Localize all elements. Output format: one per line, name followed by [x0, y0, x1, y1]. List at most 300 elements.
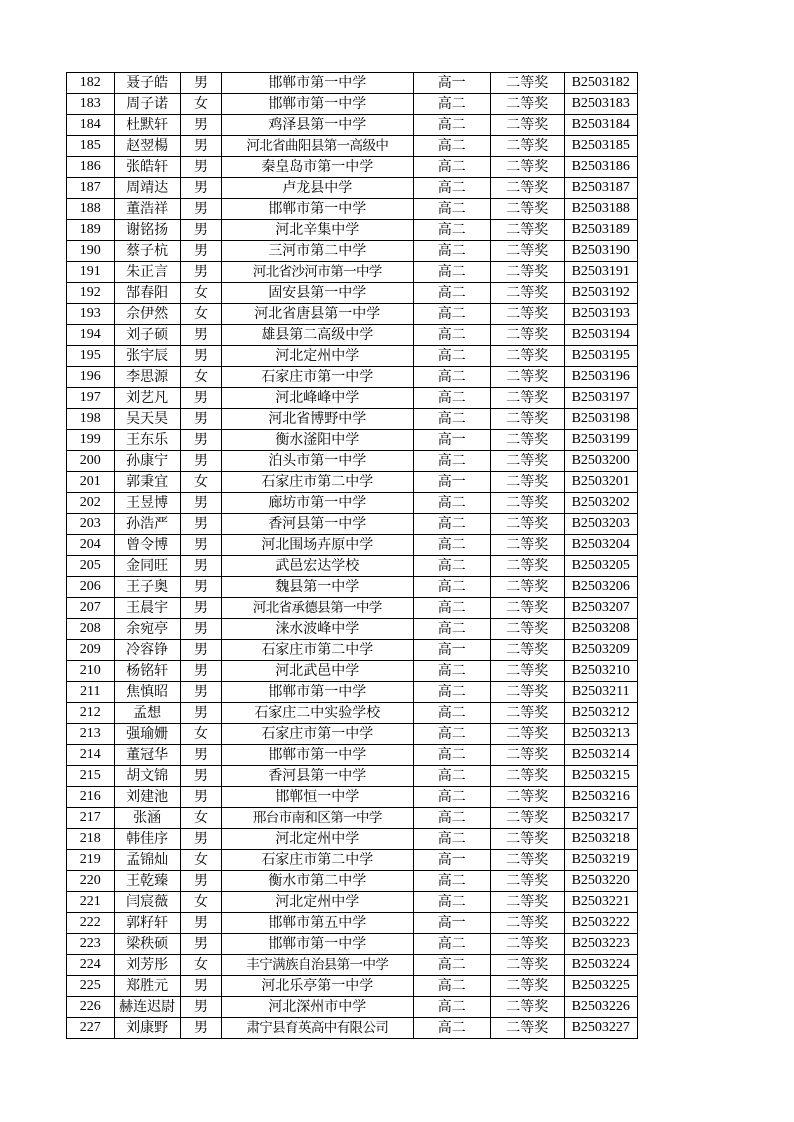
certificate-id-cell: B2503218	[564, 829, 637, 850]
award-level-cell: 二等奖	[491, 94, 564, 115]
student-name-cell: 孟锦灿	[114, 850, 180, 871]
table-row	[67, 493, 638, 514]
school-name-cell: 石家庄市第一中学	[222, 367, 413, 388]
award-level-cell: 二等奖	[491, 199, 564, 220]
table-row	[67, 325, 638, 346]
grade-cell: 高二	[413, 934, 491, 955]
gender-cell: 男	[180, 766, 221, 787]
gender-cell: 男	[180, 157, 221, 178]
student-name-cell: 李思源	[114, 367, 180, 388]
student-name-cell: 王乾臻	[114, 871, 180, 892]
row-number-cell: 196	[67, 367, 115, 388]
row-number-cell: 200	[67, 451, 115, 472]
school-name-cell: 秦皇岛市第一中学	[222, 157, 413, 178]
table-row	[67, 409, 638, 430]
row-number-cell: 182	[67, 73, 115, 94]
grade-cell: 高二	[413, 136, 491, 157]
gender-cell: 女	[180, 472, 221, 493]
row-number-cell: 225	[67, 976, 115, 997]
grade-cell: 高二	[413, 451, 491, 472]
row-number-cell: 193	[67, 304, 115, 325]
gender-cell: 男	[180, 913, 221, 934]
table-row	[67, 997, 638, 1018]
award-level-cell: 二等奖	[491, 703, 564, 724]
school-name-cell: 香河县第一中学	[222, 766, 413, 787]
school-name-cell: 河北深州市中学	[222, 997, 413, 1018]
certificate-id-cell: B2503225	[564, 976, 637, 997]
award-level-cell: 二等奖	[491, 640, 564, 661]
gender-cell: 男	[180, 73, 221, 94]
gender-cell: 男	[180, 451, 221, 472]
school-name-cell: 河北乐亭第一中学	[222, 976, 413, 997]
student-name-cell: 周靖达	[114, 178, 180, 199]
school-name-cell: 河北省沙河市第一中学	[222, 262, 413, 283]
award-level-cell: 二等奖	[491, 955, 564, 976]
table-row	[67, 556, 638, 577]
school-name-cell: 石家庄市第二中学	[222, 640, 413, 661]
row-number-cell: 189	[67, 220, 115, 241]
student-name-cell: 杨铭轩	[114, 661, 180, 682]
school-name-cell: 泊头市第一中学	[222, 451, 413, 472]
certificate-id-cell: B2503187	[564, 178, 637, 199]
row-number-cell: 184	[67, 115, 115, 136]
school-name-cell: 石家庄市第一中学	[222, 724, 413, 745]
gender-cell: 男	[180, 220, 221, 241]
certificate-id-cell: B2503226	[564, 997, 637, 1018]
gender-cell: 男	[180, 136, 221, 157]
row-number-cell: 216	[67, 787, 115, 808]
student-name-cell: 佘伊然	[114, 304, 180, 325]
certificate-id-cell: B2503213	[564, 724, 637, 745]
table-row	[67, 451, 638, 472]
row-number-cell: 202	[67, 493, 115, 514]
student-name-cell: 郭秉宜	[114, 472, 180, 493]
student-name-cell: 赫连迟尉	[114, 997, 180, 1018]
student-name-cell: 冷容铮	[114, 640, 180, 661]
student-name-cell: 张涵	[114, 808, 180, 829]
grade-cell: 高一	[413, 472, 491, 493]
gender-cell: 男	[180, 535, 221, 556]
grade-cell: 高二	[413, 346, 491, 367]
table-row	[67, 283, 638, 304]
school-name-cell: 邯郸市第一中学	[222, 73, 413, 94]
gender-cell: 男	[180, 640, 221, 661]
row-number-cell: 186	[67, 157, 115, 178]
award-level-cell: 二等奖	[491, 136, 564, 157]
certificate-id-cell: B2503221	[564, 892, 637, 913]
gender-cell: 男	[180, 703, 221, 724]
grade-cell: 高二	[413, 220, 491, 241]
school-name-cell: 石家庄市第二中学	[222, 472, 413, 493]
school-name-cell: 武邑宏达学校	[222, 556, 413, 577]
row-number-cell: 209	[67, 640, 115, 661]
student-name-cell: 刘艺凡	[114, 388, 180, 409]
award-level-cell: 二等奖	[491, 892, 564, 913]
certificate-id-cell: B2503199	[564, 430, 637, 451]
school-name-cell: 鸡泽县第一中学	[222, 115, 413, 136]
gender-cell: 男	[180, 934, 221, 955]
gender-cell: 女	[180, 724, 221, 745]
row-number-cell: 188	[67, 199, 115, 220]
award-level-cell: 二等奖	[491, 304, 564, 325]
grade-cell: 高二	[413, 115, 491, 136]
certificate-id-cell: B2503222	[564, 913, 637, 934]
grade-cell: 高一	[413, 850, 491, 871]
school-name-cell: 河北峰峰中学	[222, 388, 413, 409]
school-name-cell: 石家庄市第二中学	[222, 850, 413, 871]
student-name-cell: 董冠华	[114, 745, 180, 766]
school-name-cell: 邯郸市第一中学	[222, 745, 413, 766]
table-row	[67, 262, 638, 283]
award-level-cell: 二等奖	[491, 787, 564, 808]
gender-cell: 男	[180, 430, 221, 451]
row-number-cell: 217	[67, 808, 115, 829]
gender-cell: 男	[180, 577, 221, 598]
grade-cell: 高二	[413, 157, 491, 178]
student-name-cell: 刘康野	[114, 1018, 180, 1039]
row-number-cell: 218	[67, 829, 115, 850]
gender-cell: 男	[180, 388, 221, 409]
school-name-cell: 邯郸市第一中学	[222, 94, 413, 115]
student-name-cell: 朱正言	[114, 262, 180, 283]
table-row	[67, 241, 638, 262]
table-row	[67, 892, 638, 913]
certificate-id-cell: B2503204	[564, 535, 637, 556]
row-number-cell: 207	[67, 598, 115, 619]
table-row	[67, 304, 638, 325]
row-number-cell: 212	[67, 703, 115, 724]
award-level-cell: 二等奖	[491, 745, 564, 766]
award-level-cell: 二等奖	[491, 1018, 564, 1039]
gender-cell: 男	[180, 346, 221, 367]
award-level-cell: 二等奖	[491, 325, 564, 346]
award-level-cell: 二等奖	[491, 913, 564, 934]
row-number-cell: 224	[67, 955, 115, 976]
gender-cell: 男	[180, 745, 221, 766]
grade-cell: 高二	[413, 997, 491, 1018]
grade-cell: 高二	[413, 535, 491, 556]
gender-cell: 女	[180, 808, 221, 829]
row-number-cell: 210	[67, 661, 115, 682]
table-row	[67, 199, 638, 220]
award-level-cell: 二等奖	[491, 178, 564, 199]
gender-cell: 男	[180, 997, 221, 1018]
certificate-id-cell: B2503217	[564, 808, 637, 829]
grade-cell: 高二	[413, 367, 491, 388]
table-row	[67, 535, 638, 556]
award-level-cell: 二等奖	[491, 535, 564, 556]
student-name-cell: 聂子皓	[114, 73, 180, 94]
table-row	[67, 598, 638, 619]
student-name-cell: 闫宸薇	[114, 892, 180, 913]
gender-cell: 女	[180, 367, 221, 388]
table-row	[67, 829, 638, 850]
gender-cell: 男	[180, 976, 221, 997]
gender-cell: 男	[180, 556, 221, 577]
row-number-cell: 220	[67, 871, 115, 892]
student-name-cell: 强瑜姗	[114, 724, 180, 745]
certificate-id-cell: B2503193	[564, 304, 637, 325]
row-number-cell: 222	[67, 913, 115, 934]
gender-cell: 女	[180, 850, 221, 871]
student-name-cell: 张皓轩	[114, 157, 180, 178]
certificate-id-cell: B2503184	[564, 115, 637, 136]
table-row	[67, 178, 638, 199]
award-level-cell: 二等奖	[491, 871, 564, 892]
table-row	[67, 745, 638, 766]
school-name-cell: 邯郸市第五中学	[222, 913, 413, 934]
table-row	[67, 73, 638, 94]
school-name-cell: 三河市第二中学	[222, 241, 413, 262]
grade-cell: 高二	[413, 388, 491, 409]
award-level-cell: 二等奖	[491, 73, 564, 94]
row-number-cell: 191	[67, 262, 115, 283]
school-name-cell: 河北辛集中学	[222, 220, 413, 241]
school-name-cell: 河北围场卉原中学	[222, 535, 413, 556]
grade-cell: 高一	[413, 640, 491, 661]
grade-cell: 高二	[413, 598, 491, 619]
grade-cell: 高二	[413, 493, 491, 514]
grade-cell: 高二	[413, 262, 491, 283]
student-name-cell: 孙康宁	[114, 451, 180, 472]
grade-cell: 高一	[413, 430, 491, 451]
student-name-cell: 焦慎昭	[114, 682, 180, 703]
student-name-cell: 王晨宇	[114, 598, 180, 619]
student-name-cell: 余宛亭	[114, 619, 180, 640]
row-number-cell: 197	[67, 388, 115, 409]
award-level-cell: 二等奖	[491, 409, 564, 430]
school-name-cell: 河北定州中学	[222, 346, 413, 367]
certificate-id-cell: B2503223	[564, 934, 637, 955]
award-level-cell: 二等奖	[491, 241, 564, 262]
student-name-cell: 王子奥	[114, 577, 180, 598]
table-row	[67, 703, 638, 724]
gender-cell: 男	[180, 682, 221, 703]
table-row	[67, 136, 638, 157]
award-level-cell: 二等奖	[491, 766, 564, 787]
grade-cell: 高一	[413, 913, 491, 934]
certificate-id-cell: B2503201	[564, 472, 637, 493]
grade-cell: 高二	[413, 241, 491, 262]
table-row	[67, 430, 638, 451]
row-number-cell: 206	[67, 577, 115, 598]
grade-cell: 高二	[413, 283, 491, 304]
row-number-cell: 187	[67, 178, 115, 199]
row-number-cell: 203	[67, 514, 115, 535]
row-number-cell: 204	[67, 535, 115, 556]
student-name-cell: 张宇辰	[114, 346, 180, 367]
certificate-id-cell: B2503209	[564, 640, 637, 661]
student-name-cell: 谢铭扬	[114, 220, 180, 241]
certificate-id-cell: B2503188	[564, 199, 637, 220]
row-number-cell: 185	[67, 136, 115, 157]
certificate-id-cell: B2503227	[564, 1018, 637, 1039]
student-name-cell: 王东乐	[114, 430, 180, 451]
table-row	[67, 1018, 638, 1039]
student-name-cell: 孙浩严	[114, 514, 180, 535]
award-level-cell: 二等奖	[491, 451, 564, 472]
certificate-id-cell: B2503195	[564, 346, 637, 367]
school-name-cell: 河北省曲阳县第一高级中	[222, 136, 413, 157]
certificate-id-cell: B2503207	[564, 598, 637, 619]
certificate-id-cell: B2503219	[564, 850, 637, 871]
award-level-cell: 二等奖	[491, 850, 564, 871]
gender-cell: 男	[180, 115, 221, 136]
school-name-cell: 河北定州中学	[222, 829, 413, 850]
grade-cell: 高二	[413, 745, 491, 766]
grade-cell: 高二	[413, 304, 491, 325]
school-name-cell: 衡水滏阳中学	[222, 430, 413, 451]
row-number-cell: 227	[67, 1018, 115, 1039]
certificate-id-cell: B2503214	[564, 745, 637, 766]
certificate-id-cell: B2503220	[564, 871, 637, 892]
certificate-id-cell: B2503185	[564, 136, 637, 157]
certificate-id-cell: B2503194	[564, 325, 637, 346]
grade-cell: 高二	[413, 703, 491, 724]
gender-cell: 男	[180, 787, 221, 808]
table-row	[67, 913, 638, 934]
grade-cell: 高二	[413, 766, 491, 787]
student-name-cell: 郭籽轩	[114, 913, 180, 934]
grade-cell: 高二	[413, 409, 491, 430]
table-row	[67, 577, 638, 598]
school-name-cell: 河北定州中学	[222, 892, 413, 913]
award-level-cell: 二等奖	[491, 472, 564, 493]
table-row	[67, 766, 638, 787]
gender-cell: 男	[180, 493, 221, 514]
student-name-cell: 周子诺	[114, 94, 180, 115]
student-name-cell: 董浩祥	[114, 199, 180, 220]
school-name-cell: 肃宁县育英高中有限公司	[222, 1018, 413, 1039]
row-number-cell: 194	[67, 325, 115, 346]
gender-cell: 男	[180, 598, 221, 619]
student-name-cell: 胡文锦	[114, 766, 180, 787]
row-number-cell: 199	[67, 430, 115, 451]
gender-cell: 男	[180, 661, 221, 682]
certificate-id-cell: B2503197	[564, 388, 637, 409]
certificate-id-cell: B2503200	[564, 451, 637, 472]
award-level-cell: 二等奖	[491, 157, 564, 178]
row-number-cell: 215	[67, 766, 115, 787]
award-level-cell: 二等奖	[491, 514, 564, 535]
grade-cell: 高一	[413, 73, 491, 94]
award-level-cell: 二等奖	[491, 115, 564, 136]
certificate-id-cell: B2503183	[564, 94, 637, 115]
school-name-cell: 河北省博野中学	[222, 409, 413, 430]
gender-cell: 男	[180, 871, 221, 892]
gender-cell: 女	[180, 304, 221, 325]
table-row	[67, 955, 638, 976]
award-level-cell: 二等奖	[491, 724, 564, 745]
table-row	[67, 157, 638, 178]
school-name-cell: 邢台市南和区第一中学	[222, 808, 413, 829]
certificate-id-cell: B2503189	[564, 220, 637, 241]
award-level-cell: 二等奖	[491, 577, 564, 598]
school-name-cell: 河北省唐县第一中学	[222, 304, 413, 325]
gender-cell: 男	[180, 262, 221, 283]
row-number-cell: 195	[67, 346, 115, 367]
grade-cell: 高二	[413, 808, 491, 829]
gender-cell: 男	[180, 199, 221, 220]
student-name-cell: 刘芳彤	[114, 955, 180, 976]
award-level-cell: 二等奖	[491, 556, 564, 577]
award-level-cell: 二等奖	[491, 997, 564, 1018]
school-name-cell: 邯郸恒一中学	[222, 787, 413, 808]
grade-cell: 高二	[413, 556, 491, 577]
certificate-id-cell: B2503182	[564, 73, 637, 94]
school-name-cell: 魏县第一中学	[222, 577, 413, 598]
grade-cell: 高二	[413, 325, 491, 346]
certificate-id-cell: B2503206	[564, 577, 637, 598]
certificate-id-cell: B2503202	[564, 493, 637, 514]
student-name-cell: 刘建池	[114, 787, 180, 808]
certificate-id-cell: B2503203	[564, 514, 637, 535]
gender-cell: 男	[180, 178, 221, 199]
table-row	[67, 514, 638, 535]
award-level-cell: 二等奖	[491, 619, 564, 640]
school-name-cell: 邯郸市第一中学	[222, 199, 413, 220]
row-number-cell: 201	[67, 472, 115, 493]
gender-cell: 女	[180, 283, 221, 304]
gender-cell: 女	[180, 892, 221, 913]
table-row	[67, 640, 638, 661]
table-row	[67, 976, 638, 997]
row-number-cell: 183	[67, 94, 115, 115]
student-name-cell: 王昱博	[114, 493, 180, 514]
award-level-cell: 二等奖	[491, 493, 564, 514]
gender-cell: 男	[180, 514, 221, 535]
school-name-cell: 衡水市第二中学	[222, 871, 413, 892]
student-name-cell: 曾令博	[114, 535, 180, 556]
table-row	[67, 850, 638, 871]
table-row	[67, 367, 638, 388]
grade-cell: 高二	[413, 724, 491, 745]
table-row	[67, 871, 638, 892]
certificate-id-cell: B2503191	[564, 262, 637, 283]
table-row	[67, 619, 638, 640]
school-name-cell: 河北武邑中学	[222, 661, 413, 682]
award-level-cell: 二等奖	[491, 976, 564, 997]
row-number-cell: 198	[67, 409, 115, 430]
table-row	[67, 934, 638, 955]
award-level-cell: 二等奖	[491, 388, 564, 409]
grade-cell: 高二	[413, 199, 491, 220]
table-row	[67, 388, 638, 409]
gender-cell: 男	[180, 619, 221, 640]
row-number-cell: 223	[67, 934, 115, 955]
school-name-cell: 邯郸市第一中学	[222, 682, 413, 703]
award-level-cell: 二等奖	[491, 829, 564, 850]
award-level-cell: 二等奖	[491, 934, 564, 955]
grade-cell: 高二	[413, 1018, 491, 1039]
school-name-cell: 固安县第一中学	[222, 283, 413, 304]
student-name-cell: 韩佳序	[114, 829, 180, 850]
grade-cell: 高二	[413, 661, 491, 682]
certificate-id-cell: B2503215	[564, 766, 637, 787]
row-number-cell: 214	[67, 745, 115, 766]
gender-cell: 男	[180, 1018, 221, 1039]
school-name-cell: 香河县第一中学	[222, 514, 413, 535]
student-name-cell: 赵翌楊	[114, 136, 180, 157]
student-name-cell: 杜默轩	[114, 115, 180, 136]
school-name-cell: 邯郸市第一中学	[222, 934, 413, 955]
row-number-cell: 211	[67, 682, 115, 703]
grade-cell: 高二	[413, 682, 491, 703]
grade-cell: 高二	[413, 787, 491, 808]
grade-cell: 高二	[413, 871, 491, 892]
award-level-cell: 二等奖	[491, 283, 564, 304]
table-row	[67, 682, 638, 703]
